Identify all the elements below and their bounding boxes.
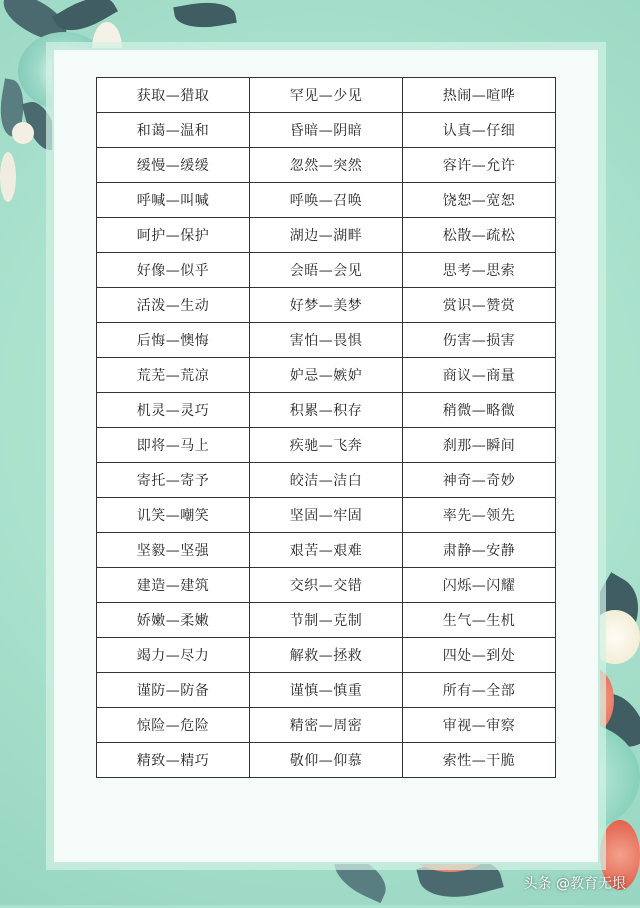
word-pair-cell: 娇嫩—柔嫩 [97,603,250,638]
word-pair-cell: 神奇—奇妙 [403,463,556,498]
word-pair-cell: 索性—干脆 [403,743,556,778]
synonym-table [96,77,556,778]
synonym-table-body [97,78,556,778]
word-pair-cell: 惊险—危险 [97,708,250,743]
word-pair-cell: 呼喊—叫喊 [97,183,250,218]
word-pair-cell: 建造—建筑 [97,568,250,603]
table-row [97,568,556,603]
word-pair-cell: 皎洁—洁白 [250,463,403,498]
word-pair-cell: 精致—精巧 [97,743,250,778]
word-pair-cell: 坚固—牢固 [250,498,403,533]
word-pair-cell: 活泼—生动 [97,288,250,323]
word-pair-cell: 机灵—灵巧 [97,393,250,428]
watermark-text: 头条 @教育无垠 [523,876,626,892]
word-pair-cell: 竭力—尽力 [97,638,250,673]
word-pair-cell: 积累—积存 [250,393,403,428]
word-pair-cell: 率先—领先 [403,498,556,533]
word-pair-cell: 荒芜—荒凉 [97,358,250,393]
word-pair-cell: 节制—克制 [250,603,403,638]
word-pair-cell: 会晤—会见 [250,253,403,288]
table-row [97,323,556,358]
word-pair-cell: 谨慎—慎重 [250,673,403,708]
word-pair-cell: 生气—生机 [403,603,556,638]
word-pair-cell: 伤害—损害 [403,323,556,358]
word-pair-cell: 获取—猎取 [97,78,250,113]
word-pair-cell: 好像—似乎 [97,253,250,288]
table-row [97,393,556,428]
word-pair-cell: 讥笑—嘲笑 [97,498,250,533]
word-pair-cell: 和蔼—温和 [97,113,250,148]
word-pair-cell: 寄托—寄予 [97,463,250,498]
word-pair-cell: 解救—拯救 [250,638,403,673]
word-pair-cell: 松散—疏松 [403,218,556,253]
word-pair-cell: 谨防—防备 [97,673,250,708]
word-pair-cell: 闪烁—闪耀 [403,568,556,603]
table-row [97,533,556,568]
word-pair-cell: 交织—交错 [250,568,403,603]
word-pair-cell: 刹那—瞬间 [403,428,556,463]
word-pair-cell: 疾驰—飞奔 [250,428,403,463]
table-row [97,638,556,673]
table-row [97,498,556,533]
table-row [97,253,556,288]
table-row [97,288,556,323]
word-pair-cell: 缓慢—缓缓 [97,148,250,183]
word-pair-cell: 艰苦—艰难 [250,533,403,568]
table-row [97,743,556,778]
word-pair-cell: 呵护—保护 [97,218,250,253]
word-pair-cell: 审视—审察 [403,708,556,743]
word-pair-cell: 热闹—喧哗 [403,78,556,113]
word-pair-cell: 妒忌—嫉妒 [250,358,403,393]
table-row [97,358,556,393]
table-row [97,428,556,463]
table-row [97,78,556,113]
word-pair-cell: 敬仰—仰慕 [250,743,403,778]
word-pair-cell: 赏识—赞赏 [403,288,556,323]
word-pair-cell: 罕见—少见 [250,78,403,113]
word-pair-cell: 害怕—畏惧 [250,323,403,358]
table-row [97,673,556,708]
word-pair-cell: 精密—周密 [250,708,403,743]
word-pair-cell: 容许—允许 [403,148,556,183]
table-row [97,183,556,218]
table-row [97,603,556,638]
word-pair-cell: 肃静—安静 [403,533,556,568]
word-pair-cell: 认真—仔细 [403,113,556,148]
word-pair-cell: 所有—全部 [403,673,556,708]
word-pair-cell: 商议—商量 [403,358,556,393]
bud-icon [0,152,16,202]
word-pair-cell: 好梦—美梦 [250,288,403,323]
table-row [97,708,556,743]
word-pair-cell: 四处—到处 [403,638,556,673]
table-row [97,463,556,498]
table-row [97,148,556,183]
word-pair-cell: 饶恕—宽恕 [403,183,556,218]
word-pair-cell: 稍微—略微 [403,393,556,428]
word-pair-cell: 后悔—懊悔 [97,323,250,358]
word-pair-cell: 昏暗—阴暗 [250,113,403,148]
bud-icon [12,122,34,144]
word-pair-cell: 思考—思索 [403,253,556,288]
table-row [97,218,556,253]
word-pair-cell: 忽然—突然 [250,148,403,183]
word-pair-cell: 湖边—湖畔 [250,218,403,253]
word-pair-cell: 呼唤—召唤 [250,183,403,218]
word-pair-cell: 即将—马上 [97,428,250,463]
table-row [97,113,556,148]
word-pair-cell: 坚毅—坚强 [97,533,250,568]
